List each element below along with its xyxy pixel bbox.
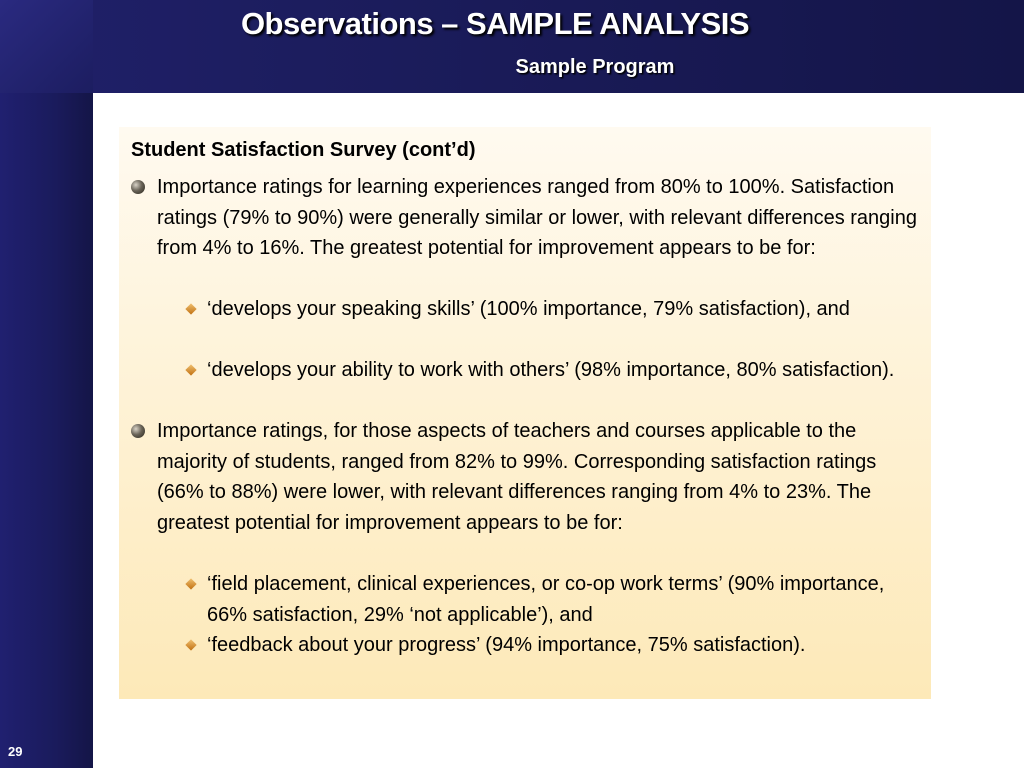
diamond-bullet-icon xyxy=(185,578,196,589)
sub-bullet-text: ‘develops your ability to work with others’ (98% importance, 80% satisfaction). xyxy=(207,359,895,381)
sub-bullet-text: ‘develops your speaking skills’ (100% importance, 79% satisfaction), and xyxy=(207,298,850,320)
slide-number: 29 xyxy=(8,744,23,759)
sphere-bullet-icon xyxy=(131,180,145,194)
left-sidebar xyxy=(0,93,93,768)
slide-title: Observations – SAMPLE ANALYSIS xyxy=(240,6,750,41)
bullet-text: Importance ratings for learning experiences ranged from 80% to 100%. Satisfaction ratings (79% to 90%) were generally similar or lower, with relevant differences ranging from 4% to 16%. The greatest potential for improvement appears to be for: xyxy=(157,176,917,260)
section-heading: Student Satisfaction Survey (cont’d) xyxy=(131,139,476,161)
content-box xyxy=(119,127,931,699)
diamond-bullet-icon xyxy=(185,303,196,314)
diamond-bullet-icon xyxy=(185,364,196,375)
diamond-bullet-icon xyxy=(185,639,196,650)
sub-bullet-text: ‘feedback about your progress’ (94% importance, 75% satisfaction). xyxy=(207,634,806,656)
slide-subtitle: Sample Program xyxy=(515,56,675,78)
bullet-text: Importance ratings, for those aspects of teachers and courses applicable to the majority of students, ranged from 82% to 99%. Corresponding satisfaction ratings (66% to 88%) were lower, with relevant differences ranging from 4% to 23%. The greatest potential for improvement appears to be for: xyxy=(157,420,877,534)
sub-bullet-text: ‘field placement, clinical experiences, or co-op work terms’ (90% importance, 66% satisfaction, 29% ‘not applicable’), and xyxy=(207,573,885,626)
sphere-bullet-icon xyxy=(131,424,145,438)
